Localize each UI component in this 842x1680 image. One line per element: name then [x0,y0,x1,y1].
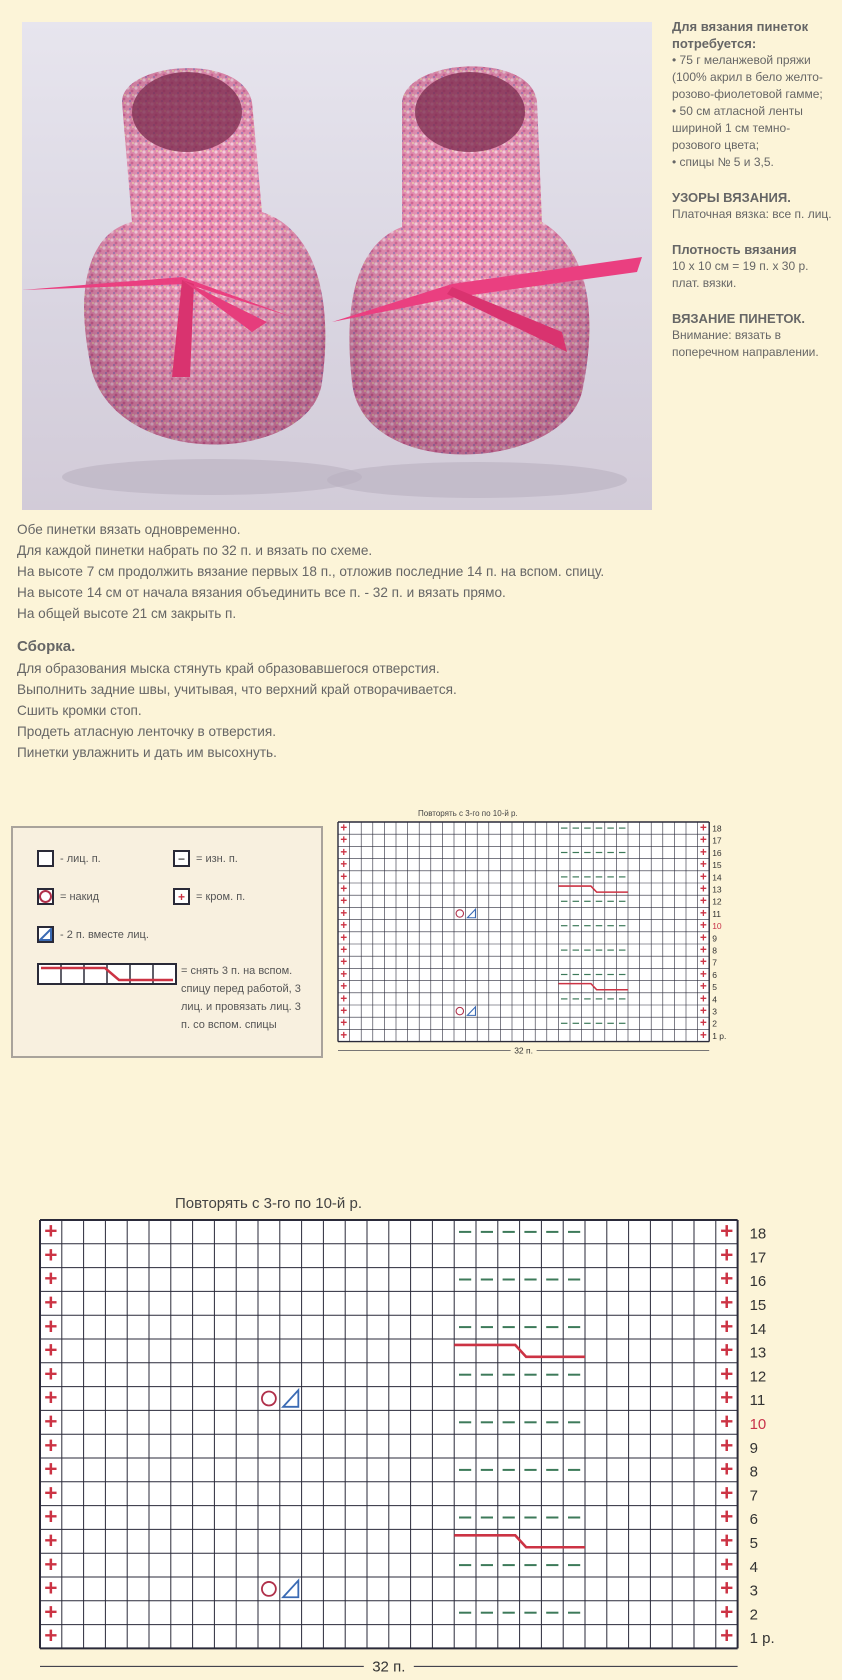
edge-stitch-mark: + [340,932,348,945]
k2tog-icon [37,926,54,943]
chart-title: Повторять с 3-го по 10-й р. [175,1195,362,1212]
instruction-line: На высоте 7 см продолжить вязание первых 18 п., отложив последние 14 п. на вспом. спицу. [17,564,605,579]
row-label: 8 [712,945,717,956]
edge-stitch-mark: + [720,1527,734,1553]
legend-knit [37,850,101,867]
knitting-chart-small [330,804,760,1068]
edge-stitch-mark: + [340,920,348,933]
edge-stitch-mark: + [340,846,348,859]
assembly-line: Продеть атласную ленточку в отверстия. [17,724,276,739]
assembly-title: Сборка. [17,638,76,655]
chart-legend [11,826,323,1058]
edge-stitch-mark: + [720,1361,734,1387]
edge-stitch-mark: + [700,859,707,872]
edge-stitch-mark: + [340,1029,348,1042]
edge-stitch-mark: + [44,1599,58,1625]
row-label: 9 [712,933,717,944]
edge-stitch-mark: + [700,920,707,933]
edge-stitch-mark: + [700,1005,707,1018]
edge-stitch-mark: + [44,1504,58,1530]
materials-item: • спицы № 5 и 3,5. [672,155,774,169]
edge-stitch-mark: + [700,932,707,945]
edge-stitch-mark: + [44,1313,58,1339]
row-label: 18 [749,1225,767,1243]
edge-stitch-mark: + [720,1456,734,1482]
edge-stitch-mark: + [720,1266,734,1292]
edge-stitch-mark: + [720,1480,734,1506]
yarn-over-icon [37,888,54,905]
row-label: 7 [712,957,717,968]
edge-stitch-mark: + [720,1504,734,1530]
row-label: 2 [749,1606,758,1624]
row-label: 11 [712,908,722,919]
row-label: 4 [712,994,717,1005]
edge-stitch-mark: + [340,871,348,884]
row-label: 1 р. [712,1030,727,1041]
edge-stitch-mark: + [44,1551,58,1577]
row-label: 15 [712,860,722,871]
knitting-title: ВЯЗАНИЕ ПИНЕТОК. [672,311,805,326]
instruction-line: На высоте 14 см от начала вязания объединить все п. - 32 п. и вязать прямо. [17,585,506,600]
instructions [17,519,817,763]
edge-stitch-mark: + [340,1017,348,1030]
row-label: 18 [712,823,722,834]
edge-stitch-mark: + [340,859,348,872]
edge-stitch-mark: + [700,907,707,920]
assembly-line: Сшить кромки стоп. [17,703,142,718]
width-label: 32 п. [372,1658,406,1676]
instruction-line: Для каждой пинетки набрать по 32 п. и вязать по схеме. [17,543,373,558]
row-label: 5 [749,1534,758,1552]
edge-stitch-mark: + [700,1029,707,1042]
legend-edge-label: = кром. п. [196,890,246,903]
edge-stitch-mark: + [340,993,348,1006]
edge-stitch-icon: + [173,888,190,905]
edge-stitch-mark: + [340,981,348,994]
legend-purl [173,850,238,867]
edge-stitch-mark: + [700,993,707,1006]
edge-stitch-mark: + [720,1337,734,1363]
edge-stitch-mark: + [700,846,707,859]
edge-stitch-mark: + [44,1266,58,1292]
knitting-chart-large [20,1190,842,1680]
edge-stitch-mark: + [44,1218,58,1244]
materials-sidebar [672,18,838,379]
edge-stitch-mark: + [720,1408,734,1434]
edge-stitch-mark: + [700,871,707,884]
density-text: 10 х 10 см = 19 п. х 30 р. плат. вязки. [672,259,809,290]
instruction-line: На общей высоте 21 см закрыть п. [17,606,237,621]
row-label: 12 [749,1368,767,1386]
row-label: 4 [749,1558,758,1576]
booties-illustration [22,22,652,510]
knit-stitch-icon [37,850,54,867]
row-label: 1 р. [749,1630,775,1648]
row-label: 13 [749,1344,767,1362]
edge-stitch-mark: + [340,1005,348,1018]
assembly-line: Для образования мыска стянуть край образовавшегося отверстия. [17,661,440,676]
row-label: 11 [749,1392,766,1410]
edge-stitch-mark: + [340,822,348,835]
edge-stitch-mark: + [700,956,707,969]
edge-stitch-mark: + [720,1385,734,1411]
edge-stitch-mark: + [340,956,348,969]
row-label: 13 [712,884,722,895]
row-label: 16 [712,847,722,858]
materials-item: • 75 г меланжевой пряжи (100% акрил в бело желто-розово-фиолетовой гамме; [672,53,823,101]
legend-yo [37,888,99,905]
legend-yo-label: = накид [60,890,100,903]
row-label: 6 [749,1511,758,1529]
edge-stitch-mark: + [44,1337,58,1363]
row-label: 2 [712,1018,717,1029]
edge-stitch-mark: + [720,1313,734,1339]
row-label: 14 [712,872,722,883]
materials-title: Для вязания пинеток потребуется: [672,19,809,51]
legend-knit-label: - лиц. п. [60,852,101,865]
row-label: 10 [749,1415,767,1433]
edge-stitch-mark: + [720,1551,734,1577]
instruction-line: Обе пинетки вязать одновременно. [17,522,241,537]
row-label: 6 [712,969,717,980]
edge-stitch-mark: + [340,895,348,908]
row-label: 17 [749,1249,767,1267]
row-label: 7 [749,1487,758,1505]
patterns-title: УЗОРЫ ВЯЗАНИЯ. [672,190,791,205]
row-label: 9 [749,1439,758,1457]
edge-stitch-mark: + [340,834,348,847]
edge-stitch-mark: + [700,968,707,981]
edge-stitch-mark: + [44,1432,58,1458]
edge-stitch-mark: + [720,1599,734,1625]
edge-stitch-mark: + [44,1527,58,1553]
edge-stitch-mark: + [44,1361,58,1387]
row-label: 8 [749,1463,758,1481]
assembly-line: Выполнить задние швы, учитывая, что верхний край отворачивается. [17,682,457,697]
legend-purl-label: = изн. п. [196,852,238,865]
row-label: 12 [712,896,722,907]
edge-stitch-mark: + [44,1289,58,1315]
legend-edge [173,888,245,905]
row-label: 3 [712,1006,717,1017]
edge-stitch-mark: + [44,1408,58,1434]
patterns-text: Платочная вязка: все п. лиц. [672,207,832,221]
row-label: 3 [749,1582,758,1600]
row-label: 5 [712,982,717,993]
edge-stitch-mark: + [340,883,348,896]
edge-stitch-mark: + [720,1432,734,1458]
edge-stitch-mark: + [700,895,707,908]
width-label: 32 п. [514,1045,533,1056]
booties-photo [22,22,652,510]
row-label: 10 [712,921,722,932]
cable-symbol-icon [37,960,177,986]
edge-stitch-mark: + [340,968,348,981]
edge-stitch-mark: + [44,1385,58,1411]
row-label: 14 [749,1320,767,1338]
density-title: Плотность вязания [672,242,797,257]
knitting-text: Внимание: вязать в поперечном направлении. [672,328,819,359]
materials-item: • 50 см атласной ленты шириной 1 см темно-розового цвета; [672,104,803,152]
legend-cable-label: = снять 3 п. на вспом. спицу перед работой, 3 лиц. и провязать лиц. 3 п. со вспом. спицы [181,965,301,1031]
chart-title: Повторять с 3-го по 10-й р. [418,809,518,818]
assembly-line: Пинетки увлажнить и дать им высохнуть. [17,745,277,760]
edge-stitch-mark: + [44,1623,58,1649]
edge-stitch-mark: + [44,1480,58,1506]
legend-k2tog-label: - 2 п. вместе лиц. [60,928,149,941]
edge-stitch-mark: + [340,907,348,920]
edge-stitch-mark: + [720,1623,734,1649]
row-label: 16 [749,1273,767,1291]
edge-stitch-mark: + [700,944,707,957]
edge-stitch-mark: + [700,883,707,896]
purl-stitch-icon: − [173,850,190,867]
edge-stitch-mark: + [720,1575,734,1601]
edge-stitch-mark: + [340,944,348,957]
row-label: 17 [712,835,722,846]
edge-stitch-mark: + [700,834,707,847]
edge-stitch-mark: + [720,1289,734,1315]
edge-stitch-mark: + [44,1242,58,1268]
edge-stitch-mark: + [720,1242,734,1268]
edge-stitch-mark: + [720,1218,734,1244]
edge-stitch-mark: + [700,1017,707,1030]
legend-k2tog [37,926,149,943]
edge-stitch-mark: + [700,822,707,835]
row-label: 15 [749,1296,767,1314]
edge-stitch-mark: + [700,981,707,994]
edge-stitch-mark: + [44,1456,58,1482]
edge-stitch-mark: + [44,1575,58,1601]
